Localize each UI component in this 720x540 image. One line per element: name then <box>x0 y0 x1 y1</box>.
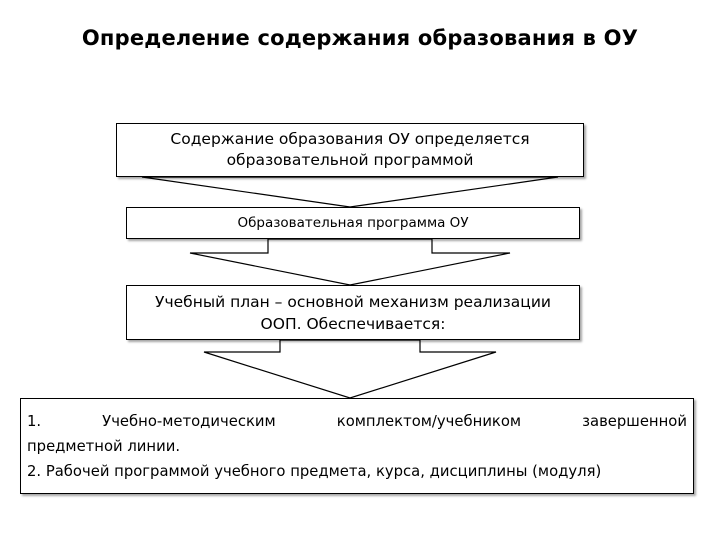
list-item-1-line1 <box>27 409 687 434</box>
box-educational-program <box>126 207 580 239</box>
box-content-definition <box>116 123 584 177</box>
box3-line1: Учебный план – основной механизм реализации <box>155 292 551 311</box>
box-provisions-list <box>20 398 694 494</box>
list-item-1-number: 1. <box>27 412 42 430</box>
page-title: Определение содержания образования в ОУ <box>81 26 639 50</box>
box2-line1: Образовательная программа ОУ <box>237 215 469 231</box>
arrow-2 <box>190 239 510 285</box>
box1-line2: образовательной программой <box>226 151 474 169</box>
list-item-1-line2: предметной линии. <box>27 437 181 455</box>
box1-line1: Содержание образования ОУ определяется <box>170 130 530 148</box>
list-item-1-word3: завершенной <box>582 412 687 430</box>
list-item-1-word2: комплектом/учебником <box>336 412 522 430</box>
box3-line2: ООП. Обеспечивается: <box>260 314 446 333</box>
arrow-3 <box>204 340 496 398</box>
box-curriculum <box>126 285 580 340</box>
arrow-1 <box>142 177 558 207</box>
list-item-1-word1: Учебно-методическим <box>102 412 276 430</box>
list-item-2: 2. Рабочей программой учебного предмета, курса, дисциплины (модуля) <box>27 462 602 480</box>
